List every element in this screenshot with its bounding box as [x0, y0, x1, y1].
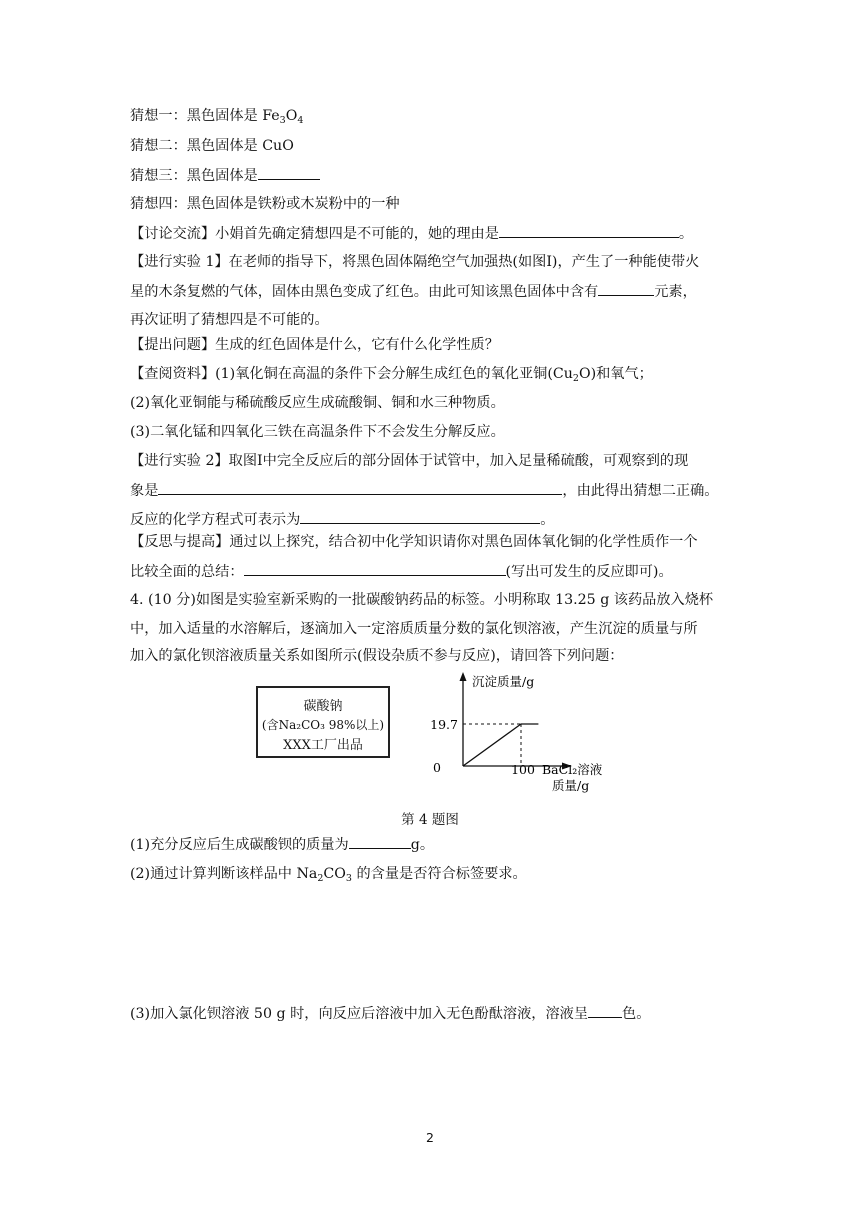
- precipitate-chart: [420, 668, 620, 800]
- x-tick-label: 100: [511, 762, 535, 777]
- product-name: 碳酸钠: [303, 699, 343, 714]
- question-4-line-1: 4. (10 分)如图是实验室新采购的一批碳酸钠药品的标签。小明称取 13.25 g 该药品放入烧杯: [130, 592, 714, 608]
- figure-caption: 第 4 题图: [401, 812, 459, 828]
- experiment-2-line-2: 象是 ，由此得出猜想二正确。: [130, 480, 730, 501]
- reflection-line-1: 【反思与提高】通过以上探究，结合初中化学知识请你对黑色固体氧化铜的化学性质作一个: [130, 534, 698, 550]
- answer-blank[interactable]: [499, 223, 679, 238]
- page-number: 2: [426, 1130, 434, 1145]
- product-maker: XXX工厂出品: [283, 738, 363, 753]
- experiment-2-line-1: 【进行实验 2】取图Ⅰ中完全反应后的部分固体于试管中，加入足量稀硫酸，可观察到的现: [130, 453, 689, 469]
- reference-1: 【查阅资料】(1)氧化铜在高温的条件下会分解生成红色的氧化亚铜$(Cu_2O)$和氧气；: [130, 366, 653, 384]
- product-label: [256, 686, 390, 758]
- answer-blank[interactable]: [598, 281, 654, 296]
- answer-blank[interactable]: [349, 834, 411, 849]
- experiment-1-line-3: 再次证明了猜想四是不可能的。: [130, 312, 329, 328]
- x-axis-label: BaCl₂溶液: [542, 762, 603, 777]
- answer-blank[interactable]: [244, 561, 506, 576]
- answer-blank[interactable]: [158, 480, 562, 495]
- answer-blank[interactable]: [588, 1003, 622, 1018]
- product-content: (含Na₂CO₃ 98%以上): [261, 718, 385, 732]
- guess-3: 猜想三：黑色固体是: [130, 165, 730, 186]
- reference-3: (3)二氧化锰和四氧化三铁在高温条件下不会发生分解反应。: [130, 424, 505, 440]
- sub-question-3: (3)加入氯化钡溶液 50 g 时，向反应后溶液中加入无色酚酞溶液，溶液呈 色。: [130, 1003, 730, 1024]
- origin-label: 0: [433, 760, 441, 775]
- y-axis-label: 沉淀质量/g: [472, 674, 535, 689]
- x-axis-label-unit: 质量/g: [552, 778, 590, 793]
- guess-2: 猜想二：黑色固体是 CuO: [130, 138, 294, 154]
- guess-1: 猜想一：黑色固体是 $Fe_3O_4$: [130, 108, 304, 126]
- precipitate-series-line: [463, 724, 538, 766]
- sub-question-2: (2)通过计算判断该样品中 $Na_2CO_3$ 的含量是否符合标签要求。: [130, 866, 527, 884]
- y-tick-label: 19.7: [430, 717, 458, 732]
- y-axis-arrow: [460, 672, 467, 681]
- discussion-line: 【讨论交流】小娟首先确定猜想四是不可能的，她的理由是 。: [130, 223, 730, 244]
- question-4-line-3: 加入的氯化钡溶液质量关系如图所示(假设杂质不参与反应)，请回答下列问题：: [130, 648, 624, 664]
- answer-blank[interactable]: [300, 509, 540, 524]
- reflection-line-2: 比较全面的总结： (写出可发生的反应即可)。: [130, 561, 730, 582]
- answer-blank[interactable]: [258, 165, 320, 180]
- experiment-2-line-3: 反应的化学方程式可表示为 。: [130, 509, 730, 530]
- question-line: 【提出问题】生成的红色固体是什么，它有什么化学性质？: [130, 337, 499, 353]
- guess-4: 猜想四：黑色固体是铁粉或木炭粉中的一种: [130, 196, 400, 212]
- experiment-1-line-1: 【进行实验 1】在老师的指导下，将黑色固体隔绝空气加强热(如图Ⅰ)，产生了一种能使带火: [130, 254, 700, 270]
- sub-question-1: (1)充分反应后生成碳酸钡的质量为 g。: [130, 834, 730, 855]
- question-4-line-2: 中，加入适量的水溶解后，逐滴加入一定溶质质量分数的氯化钡溶液，产生沉淀的质量与所: [130, 621, 698, 637]
- reference-2: (2)氧化亚铜能与稀硫酸反应生成硫酸铜、铜和水三种物质。: [130, 395, 505, 411]
- experiment-1-line-2: 星的木条复燃的气体，固体由黑色变成了红色。由此可知该黑色固体中含有 元素，: [130, 281, 730, 302]
